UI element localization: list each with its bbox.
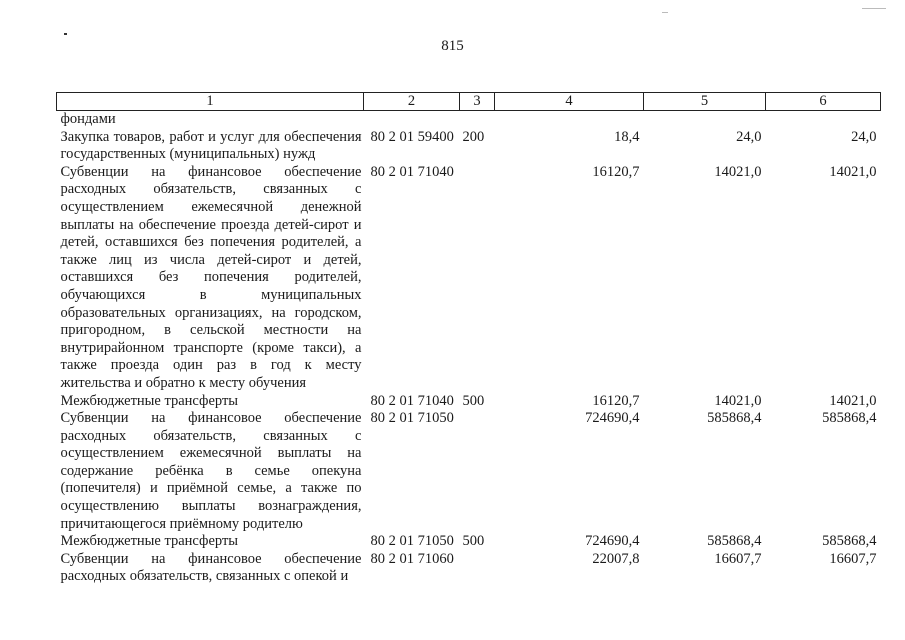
row-value-1: 16120,7 — [592, 163, 640, 180]
column-header: 4 — [495, 93, 644, 111]
row-code: 80 2 01 71050 — [370, 410, 454, 427]
row-value-3: 585868,4 — [822, 410, 877, 427]
row-value-3: 585868,4 — [822, 533, 877, 550]
row-value-2: 16607,7 — [714, 550, 762, 567]
row-name: Субвенции на финансовое обеспечение расходных обязательств, связанных с опекой и — [60, 550, 362, 585]
row-name: Субвенции на финансовое обеспечение расходных обязательств, связанных с осуществлением ежемесячной выплаты на содержание ребёнка в семье опекуна (попечителя) и приёмной семье, а также по осуществлению выплаты вознаграждения, причитающегося приёмному родителю — [60, 410, 362, 532]
scan-speck — [64, 33, 67, 35]
column-header: 6 — [766, 93, 881, 111]
row-name: Закупка товаров, работ и услуг для обеспечения государственных (муниципальных) нужд — [60, 128, 362, 163]
row-expense-type — [460, 164, 495, 393]
row-code: 80 2 01 71050 — [370, 533, 454, 550]
column-header: 2 — [364, 93, 460, 111]
row-name: Межбюджетные трансферты — [60, 392, 239, 409]
row-value-1: 18,4 — [614, 128, 640, 145]
table-header-row — [57, 93, 881, 111]
table-row — [57, 551, 881, 586]
row-value-1: 724690,4 — [585, 533, 640, 550]
row-value-2: 585868,4 — [707, 533, 762, 550]
column-header: 1 — [57, 93, 364, 111]
row-value-2: 14021,0 — [714, 392, 762, 409]
row-expense-type: 500 — [462, 533, 485, 550]
row-value-3: 14021,0 — [829, 163, 877, 180]
table-row — [57, 164, 881, 393]
row-expense-type — [460, 410, 495, 533]
row-value-2: 24,0 — [736, 128, 762, 145]
row-value-1: 724690,4 — [585, 410, 640, 427]
row-expense-type: 500 — [462, 392, 485, 409]
column-header: 5 — [644, 93, 766, 111]
row-value-2: 14021,0 — [714, 163, 762, 180]
row-code: 80 2 01 71040 — [370, 163, 454, 180]
page-number: 815 — [441, 38, 464, 54]
scan-artifact — [862, 8, 886, 9]
row-value-2: 585868,4 — [707, 410, 762, 427]
row-code: 80 2 01 71060 — [370, 550, 454, 567]
row-value-3: 16607,7 — [829, 550, 877, 567]
table-row — [57, 129, 881, 164]
row-value-3: 14021,0 — [829, 392, 877, 409]
row-value-1: 16120,7 — [592, 392, 640, 409]
row-name: Субвенции на финансовое обеспечение расходных обязательств, связанных с осуществлением ежемесячной денежной выплаты на обеспечение проезда детей-сирот и детей, оставшихся без попечения родителей, а также лиц из числа детей-сирот и детей, оставшихся без попечения родителей, обучающихся в муниципальных образовательных организациях, на городском, пригородном, в сельской местности на внутрирайонном транспорте (кроме такси), а также проезда один раз в год к месту жительства и обратно к месту обучения — [60, 163, 362, 391]
table-row — [57, 533, 881, 551]
row-value-3: 24,0 — [851, 128, 877, 145]
budget-table — [56, 92, 881, 586]
table-row — [57, 410, 881, 533]
row-code: 80 2 01 71040 — [370, 392, 454, 409]
row-code: 80 2 01 59400 — [370, 128, 454, 145]
row-expense-type: 200 — [462, 128, 485, 145]
row-value-2 — [644, 111, 766, 129]
row-value-1 — [495, 111, 644, 129]
row-expense-type — [460, 111, 495, 129]
row-name: Межбюджетные трансферты — [60, 533, 239, 550]
row-code — [364, 111, 460, 129]
row-name: фондами — [60, 111, 116, 127]
table-row — [57, 111, 881, 129]
row-value-3 — [766, 111, 881, 129]
row-value-1: 22007,8 — [592, 550, 640, 567]
table-row — [57, 393, 881, 411]
row-expense-type — [460, 551, 495, 586]
scan-artifact — [662, 12, 668, 13]
column-header: 3 — [460, 93, 495, 111]
